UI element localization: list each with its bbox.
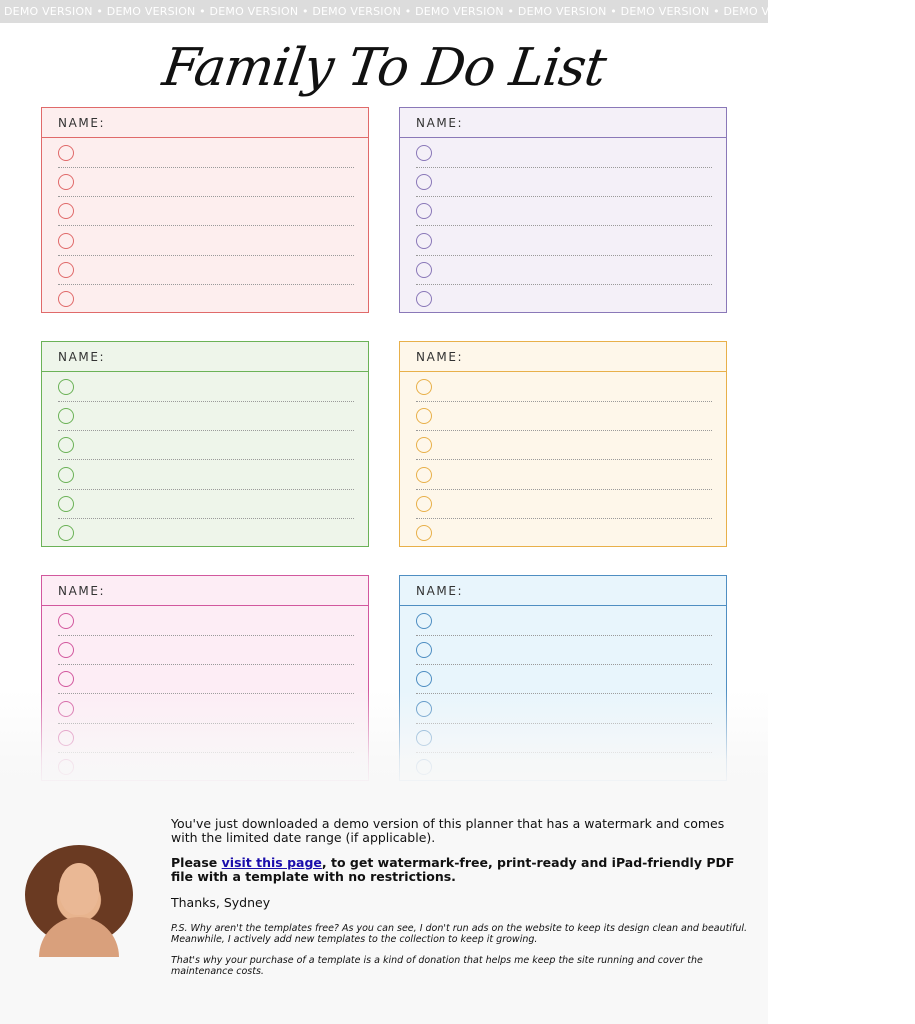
checkbox-circle-icon[interactable] [416,613,432,629]
task-row [42,173,368,202]
checkbox-circle-icon[interactable] [416,379,432,395]
checkbox-circle-icon[interactable] [416,730,432,746]
task-row [42,700,368,729]
checkbox-circle-icon[interactable] [416,525,432,541]
task-row [400,144,726,173]
task-row [400,524,726,553]
checkbox-circle-icon[interactable] [416,145,432,161]
checkbox-circle-icon[interactable] [58,642,74,658]
task-row [42,670,368,699]
task-row [400,612,726,641]
task-row [42,290,368,319]
dotted-line [416,459,712,460]
checkbox-circle-icon[interactable] [416,408,432,424]
checkbox-circle-icon[interactable] [58,203,74,219]
demo-watermark-banner: DEMO VERSION • DEMO VERSION • DEMO VERSION • DEMO VERSION • DEMO VERSION • DEMO VERSION • DEMO VERSION • DEMO VERSION • DEMO VERSION [0,0,768,23]
dotted-line [58,723,354,724]
checkbox-circle-icon[interactable] [58,145,74,161]
checkbox-circle-icon[interactable] [58,408,74,424]
task-row [400,495,726,524]
task-row [400,466,726,495]
checkbox-circle-icon[interactable] [58,379,74,395]
checkbox-circle-icon[interactable] [416,233,432,249]
visit-page-link[interactable]: visit this page [221,855,322,870]
purchase-notice-rest: , to get watermark-free, print-ready and iPad-friendly PDF file with a template with no restrictions. [171,855,735,884]
task-row [42,261,368,290]
task-row [42,466,368,495]
task-row [42,407,368,436]
dotted-line [58,518,354,519]
checkbox-circle-icon[interactable] [58,496,74,512]
dotted-line [416,284,712,285]
dotted-line [416,401,712,402]
task-list [42,372,368,553]
postscript-text: P.S. Why aren't the templates free? As you can see, I don't run ads on the website to keep its design clean and beautiful. Meanwhile, I actively add new templates to the collection to keep it growing. [171,923,748,945]
checkbox-circle-icon[interactable] [416,496,432,512]
task-list [42,606,368,787]
checkbox-circle-icon[interactable] [58,291,74,307]
purchase-notice [171,856,751,884]
demo-notice-text: You've just downloaded a demo version of this planner that has a watermark and comes with the limited date range (if applicable). [171,816,725,845]
task-row [400,641,726,670]
checkbox-circle-icon[interactable] [416,671,432,687]
dotted-line [416,693,712,694]
task-row [42,495,368,524]
dotted-line [416,430,712,431]
dotted-line [58,459,354,460]
todo-card-purple [399,107,727,313]
task-row [42,758,368,787]
task-list [400,606,726,787]
card-name-label: NAME: [400,576,726,606]
checkbox-circle-icon[interactable] [416,291,432,307]
please-text: Please [171,855,222,870]
task-row [42,232,368,261]
checkbox-circle-icon[interactable] [58,730,74,746]
dotted-line [58,430,354,431]
card-name-label: NAME: [400,108,726,138]
dotted-line [58,401,354,402]
checkbox-circle-icon[interactable] [58,701,74,717]
donation-text: That's why your purchase of a template is a kind of donation that helps me keep the site running and cover the maintenance costs. [171,955,703,977]
task-row [400,700,726,729]
checkbox-circle-icon[interactable] [416,642,432,658]
card-name-label: NAME: [42,108,368,138]
todo-card-blue [399,575,727,781]
checkbox-circle-icon[interactable] [58,613,74,629]
dotted-line [58,664,354,665]
dotted-line [416,225,712,226]
todo-card-pink [41,575,369,781]
task-row [400,202,726,231]
author-avatar [25,845,133,945]
signature-text: Thanks, Sydney [171,895,271,910]
dotted-line [416,196,712,197]
checkbox-circle-icon[interactable] [416,437,432,453]
task-row [42,641,368,670]
checkbox-circle-icon[interactable] [416,262,432,278]
task-row [42,144,368,173]
task-row [400,290,726,319]
task-row [42,612,368,641]
avatar-face [59,863,99,915]
checkbox-circle-icon[interactable] [416,467,432,483]
checkbox-circle-icon[interactable] [58,437,74,453]
task-row [42,524,368,553]
dotted-line [416,167,712,168]
task-row [42,436,368,465]
task-row [400,729,726,758]
dotted-line [58,255,354,256]
dotted-line [416,489,712,490]
card-name-label: NAME: [42,342,368,372]
dotted-line [58,196,354,197]
dotted-line [416,723,712,724]
task-row [400,758,726,787]
dotted-line [58,284,354,285]
task-list [42,138,368,319]
checkbox-circle-icon[interactable] [416,174,432,190]
page-title: Family To Do List [158,38,610,98]
dotted-line [58,752,354,753]
checkbox-circle-icon[interactable] [58,262,74,278]
checkbox-circle-icon[interactable] [416,701,432,717]
checkbox-circle-icon[interactable] [58,174,74,190]
dotted-line [416,635,712,636]
task-list [400,138,726,319]
avatar-shoulders [39,917,119,957]
dotted-line [58,693,354,694]
checkbox-circle-icon[interactable] [58,525,74,541]
task-row [400,378,726,407]
task-row [400,173,726,202]
checkbox-circle-icon[interactable] [416,203,432,219]
card-name-label: NAME: [42,576,368,606]
checkbox-circle-icon[interactable] [58,467,74,483]
task-row [400,232,726,261]
task-row [400,261,726,290]
task-row [42,378,368,407]
checkbox-circle-icon[interactable] [58,233,74,249]
task-row [400,670,726,699]
checkbox-circle-icon[interactable] [58,671,74,687]
task-row [42,729,368,758]
todo-card-red [41,107,369,313]
dotted-line [416,255,712,256]
task-row [400,436,726,465]
checkbox-circle-icon[interactable] [58,759,74,775]
todo-card-orange [399,341,727,547]
task-row [42,202,368,231]
dotted-line [58,489,354,490]
task-row [400,407,726,436]
dotted-line [58,635,354,636]
todo-card-green [41,341,369,547]
dotted-line [58,225,354,226]
card-name-label: NAME: [400,342,726,372]
checkbox-circle-icon[interactable] [416,759,432,775]
dotted-line [58,167,354,168]
dotted-line [416,752,712,753]
task-list [400,372,726,553]
dotted-line [416,518,712,519]
dotted-line [416,664,712,665]
